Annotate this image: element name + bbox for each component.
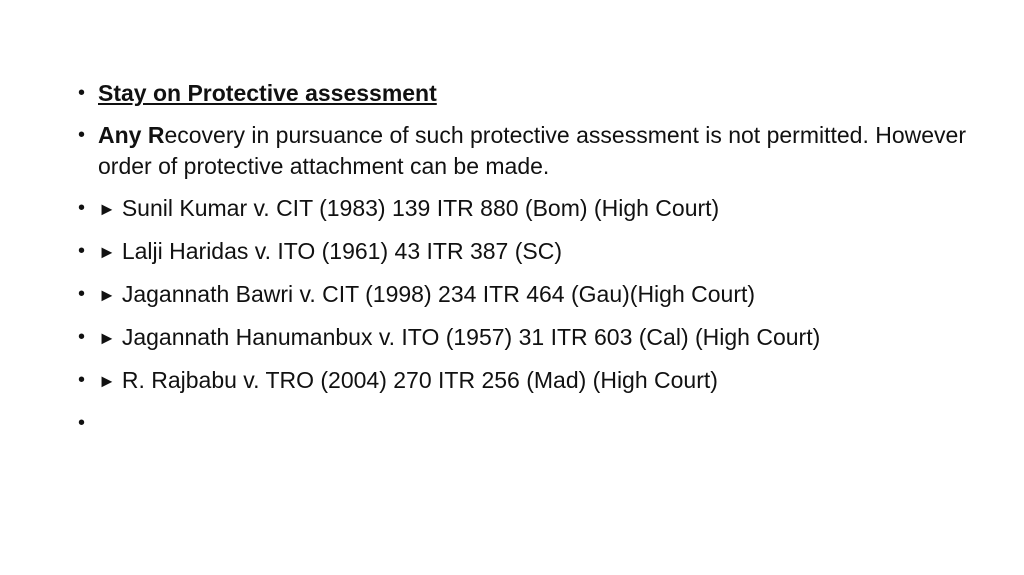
empty-bullet-item [74,408,974,439]
arrow-right-icon: ► [98,328,116,348]
case-item [74,365,974,397]
case-text: Jagannath Bawri v. CIT (1998) 234 ITR 464 (Gau)(High Court) [121,281,756,307]
bullet-icon: • [78,283,86,305]
case-text: Jagannath Hanumanbux v. ITO (1957) 31 ITR 603 (Cal) (High Court) [121,324,821,350]
heading-item [74,78,974,109]
arrow-right-icon: ► [98,199,116,219]
case-item [74,193,974,225]
arrow-right-icon: ► [98,371,116,391]
recovery-item [74,120,974,182]
bullet-icon: • [78,240,86,262]
bullet-icon: • [78,369,86,391]
arrow-right-icon: ► [98,285,116,305]
bullet-icon: • [78,412,86,434]
case-text: Sunil Kumar v. CIT (1983) 139 ITR 880 (Bom) (High Court) [121,195,720,221]
case-item [74,322,974,354]
case-item [74,236,974,268]
arrow-right-icon: ► [98,242,116,262]
bullet-icon: • [78,82,86,104]
bullet-icon: • [78,326,86,348]
case-text: R. Rajbabu v. TRO (2004) 270 ITR 256 (Mad) (High Court) [121,367,718,393]
recovery-bold-text: Any R [98,122,165,148]
bullet-icon: • [78,124,86,146]
bullet-icon: • [78,197,86,219]
case-item [74,279,974,311]
slide-heading: Stay on Protective assessment [98,80,437,106]
case-text: Lalji Haridas v. ITO (1961) 43 ITR 387 (SC) [121,238,562,264]
recovery-text: ecovery in pursuance of such protective assessment is not permitted. However order of protective attachment can be made. [98,122,966,179]
bullet-list [74,78,974,450]
